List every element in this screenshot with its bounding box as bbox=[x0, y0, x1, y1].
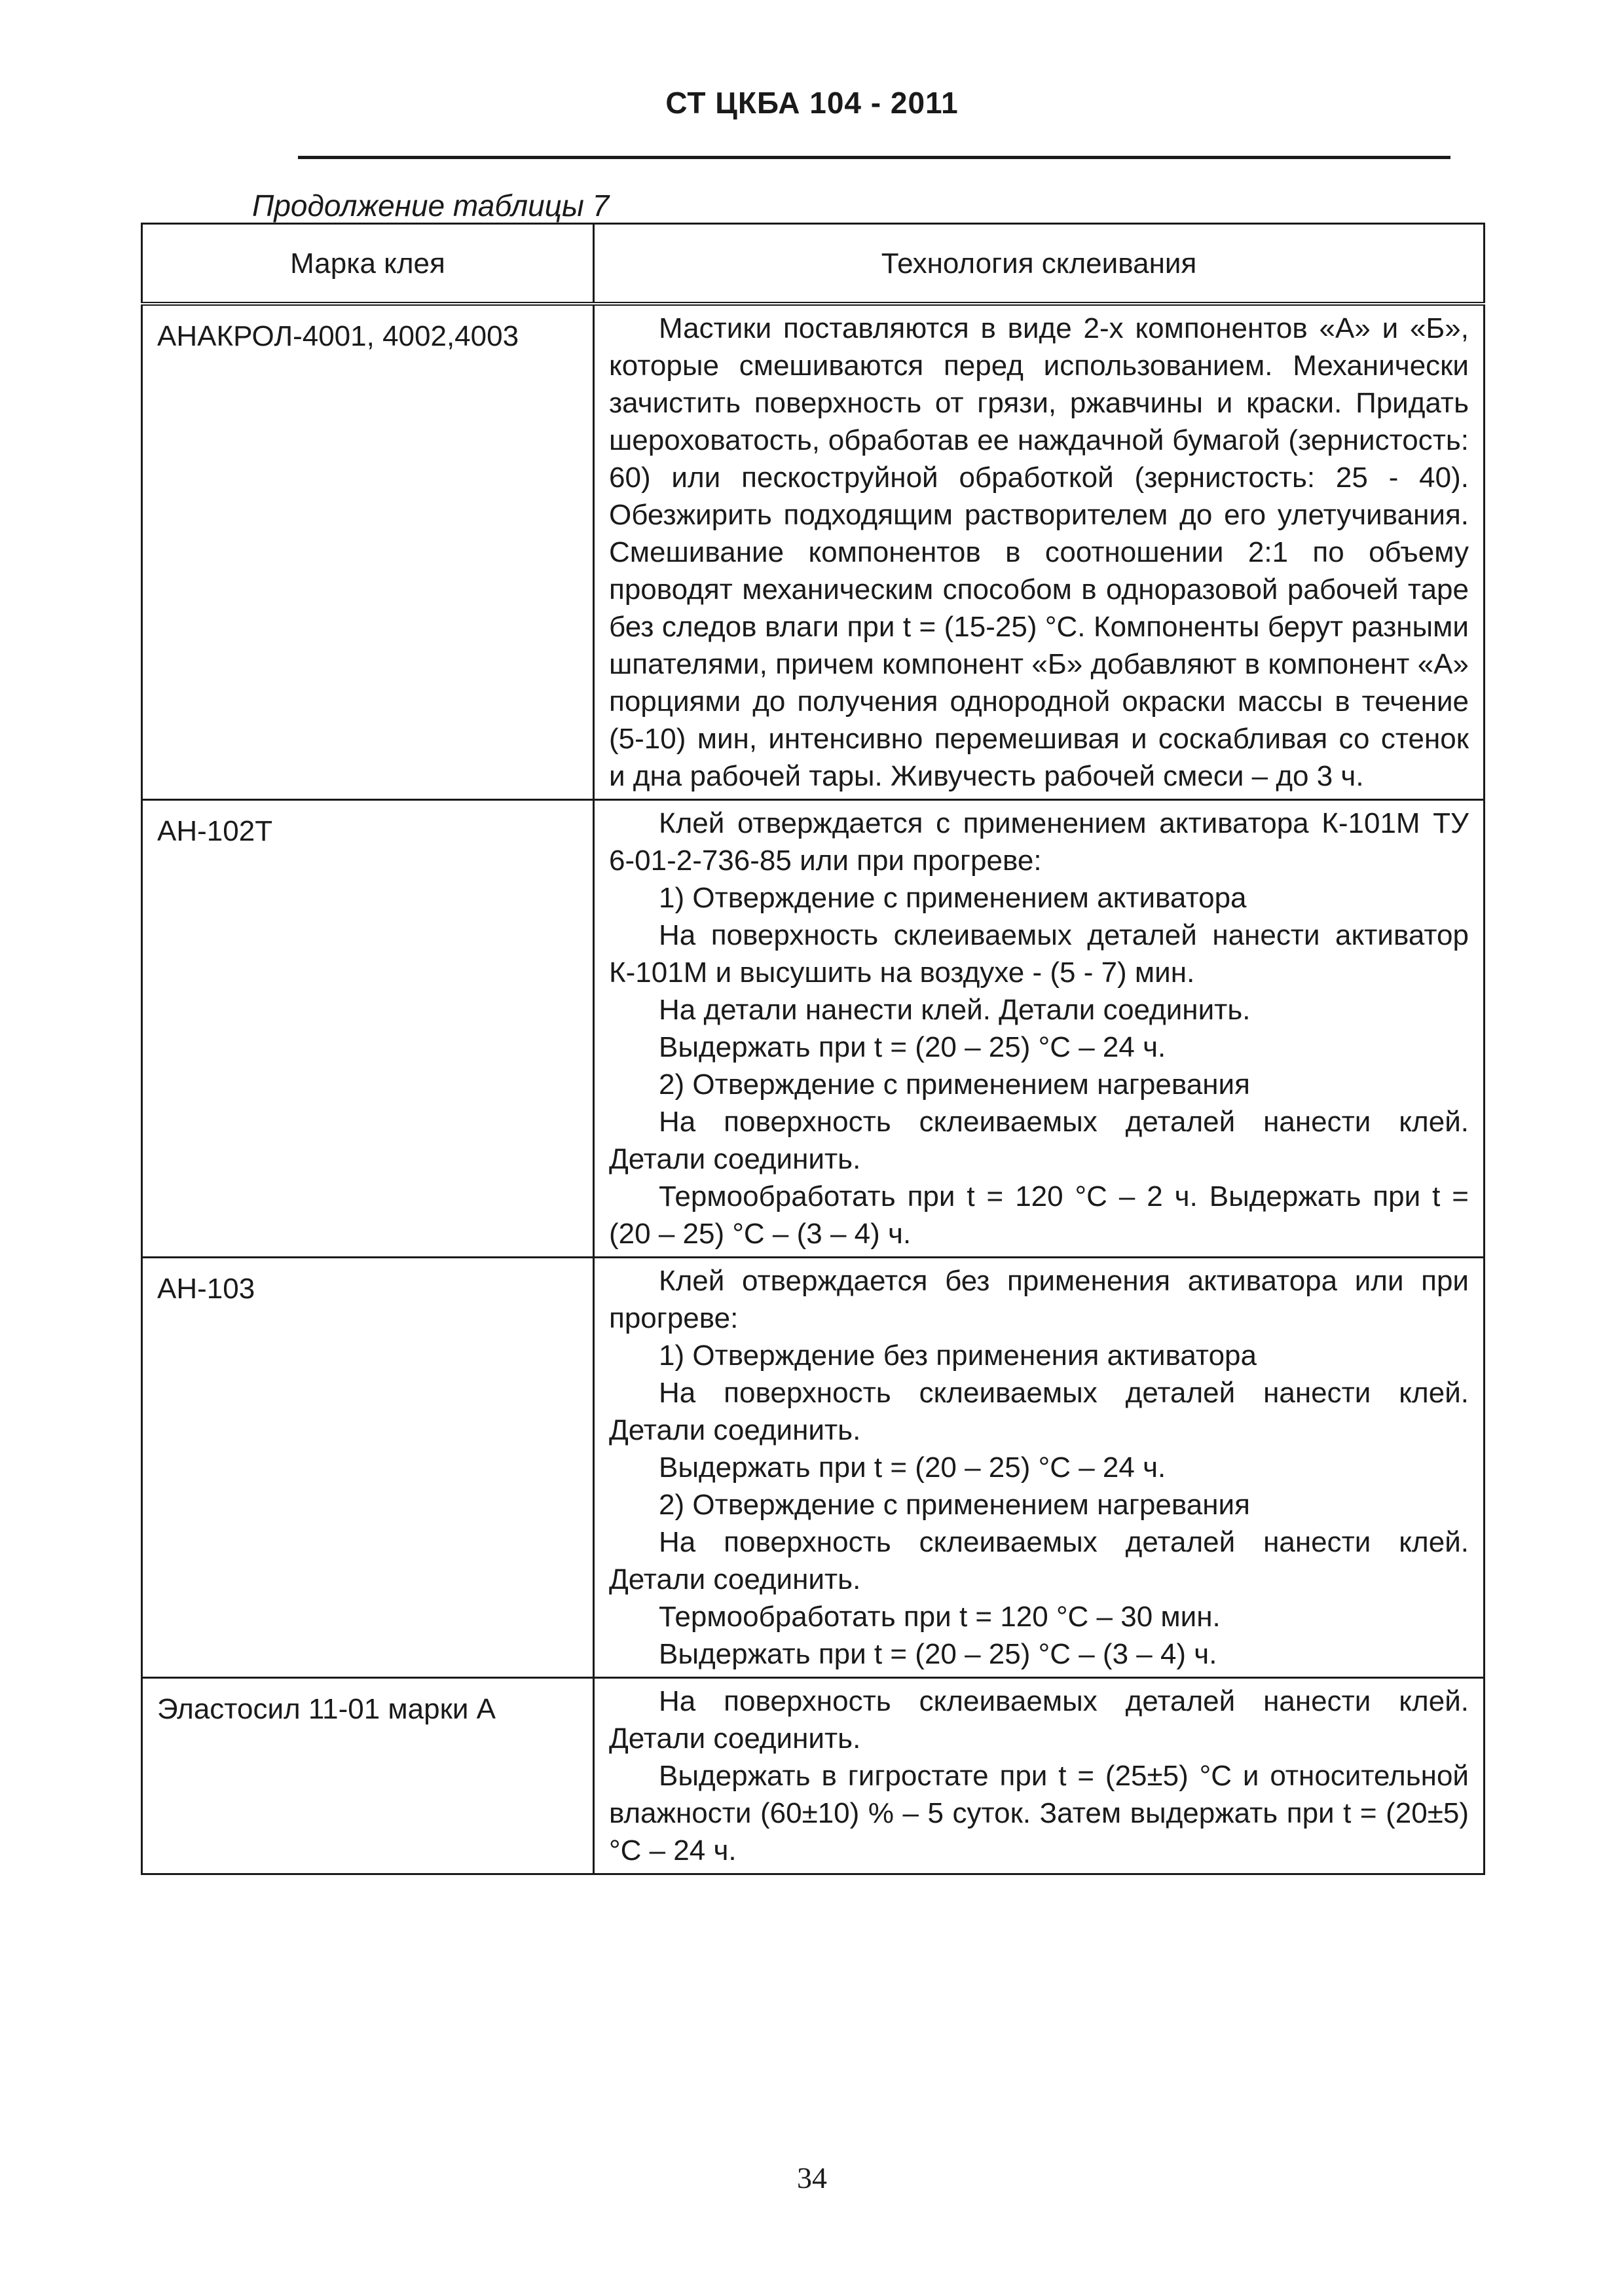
technology-paragraph: Выдержать при t = (20 – 25) °C – (3 – 4) ч. bbox=[659, 1638, 1217, 1670]
table-row bbox=[142, 304, 1485, 800]
technology-paragraph: 2) Отверждение с применением нагревания bbox=[659, 1068, 1250, 1101]
technology-paragraph: На поверхность склеиваемых деталей нанести активатор К-101М и высушить на воздухе - (5 - 7) мин. bbox=[609, 919, 1469, 989]
technology-paragraph: Мастики поставляются в виде 2-х компонентов «А» и «Б», которые смешиваются перед использованием. Механически зачистить поверхность от грязи, ржавчины и краски. Придать шероховатость, обработав ее наждачной бумагой (зернистость: 60) или пескоструйной обработкой (зернистость: 25 - 40). Обезжирить подходящим растворителем до его улетучивания. Смешивание компонентов в соотношении 2:1 по объему проводят механическим способом в одноразовой рабочей таре без следов влаги при t = (15-25) °C. Компоненты берут разными шпателями, причем компонент «Б» добавляют в компонент «А» порциями до получения однородной окраски массы в течение (5-10) мин, интенсивно перемешивая и соскабливая со стенок и дна рабочей тары. Живучесть рабочей смеси – до 3 ч. bbox=[609, 312, 1469, 792]
grade-cell: АН-103 bbox=[142, 1258, 594, 1678]
adhesive-technology-table bbox=[141, 223, 1485, 1875]
table-row bbox=[142, 800, 1485, 1258]
technology-cell bbox=[594, 800, 1485, 1258]
table-row bbox=[142, 1258, 1485, 1678]
technology-paragraph: Выдержать при t = (20 – 25) °C – 24 ч. bbox=[659, 1031, 1166, 1063]
table-caption: Продолжение таблицы 7 bbox=[252, 189, 610, 223]
grade-cell: Эластосил 11-01 марки А bbox=[142, 1678, 594, 1874]
column-header-grade: Марка клея bbox=[142, 224, 594, 304]
technology-paragraph: Термообработать при t = 120 °C – 30 мин. bbox=[659, 1601, 1221, 1633]
table-header-row bbox=[142, 224, 1485, 304]
technology-paragraph: На поверхность склеиваемых деталей нанести клей. Детали соединить. bbox=[609, 1526, 1469, 1595]
technology-paragraph: На поверхность склеиваемых деталей нанести клей. Детали соединить. bbox=[609, 1106, 1469, 1175]
table-row bbox=[142, 1678, 1485, 1874]
grade-cell: АН-102Т bbox=[142, 800, 594, 1258]
technology-paragraph: Выдержать при t = (20 – 25) °C – 24 ч. bbox=[659, 1451, 1166, 1484]
technology-paragraph: Клей отверждается с применением активатора К-101М ТУ 6-01-2-736-85 или при прогреве: bbox=[609, 807, 1469, 877]
technology-paragraph: 1) Отверждение без применения активатора bbox=[659, 1339, 1257, 1372]
grade-cell: АНАКРОЛ-4001, 4002,4003 bbox=[142, 304, 594, 800]
technology-paragraph: Термообработать при t = 120 °C – 2 ч. Выдержать при t = (20 – 25) °C – (3 – 4) ч. bbox=[609, 1180, 1469, 1250]
technology-paragraph: На детали нанести клей. Детали соединить. bbox=[659, 994, 1251, 1026]
header-rule bbox=[298, 156, 1450, 159]
document-code: СТ ЦКБА 104 - 2011 bbox=[665, 86, 959, 120]
technology-paragraph: 1) Отверждение с применением активатора bbox=[659, 882, 1247, 914]
technology-cell bbox=[594, 1678, 1485, 1874]
technology-cell bbox=[594, 1258, 1485, 1678]
column-header-technology: Технология склеивания bbox=[594, 224, 1485, 304]
technology-paragraph: Выдержать в гигростате при t = (25±5) °C и относительной влажности (60±10) % – 5 суток. Затем выдержать при t = (20±5) °C – 24 ч. bbox=[609, 1760, 1469, 1867]
page-number: 34 bbox=[797, 2161, 827, 2195]
technology-paragraph: На поверхность склеиваемых деталей нанести клей. Детали соединить. bbox=[609, 1377, 1469, 1446]
technology-paragraph: 2) Отверждение с применением нагревания bbox=[659, 1489, 1250, 1521]
technology-paragraph: На поверхность склеиваемых деталей нанести клей. Детали соединить. bbox=[609, 1685, 1469, 1755]
technology-cell bbox=[594, 304, 1485, 800]
technology-paragraph: Клей отверждается без применения активатора или при прогреве: bbox=[609, 1265, 1469, 1334]
